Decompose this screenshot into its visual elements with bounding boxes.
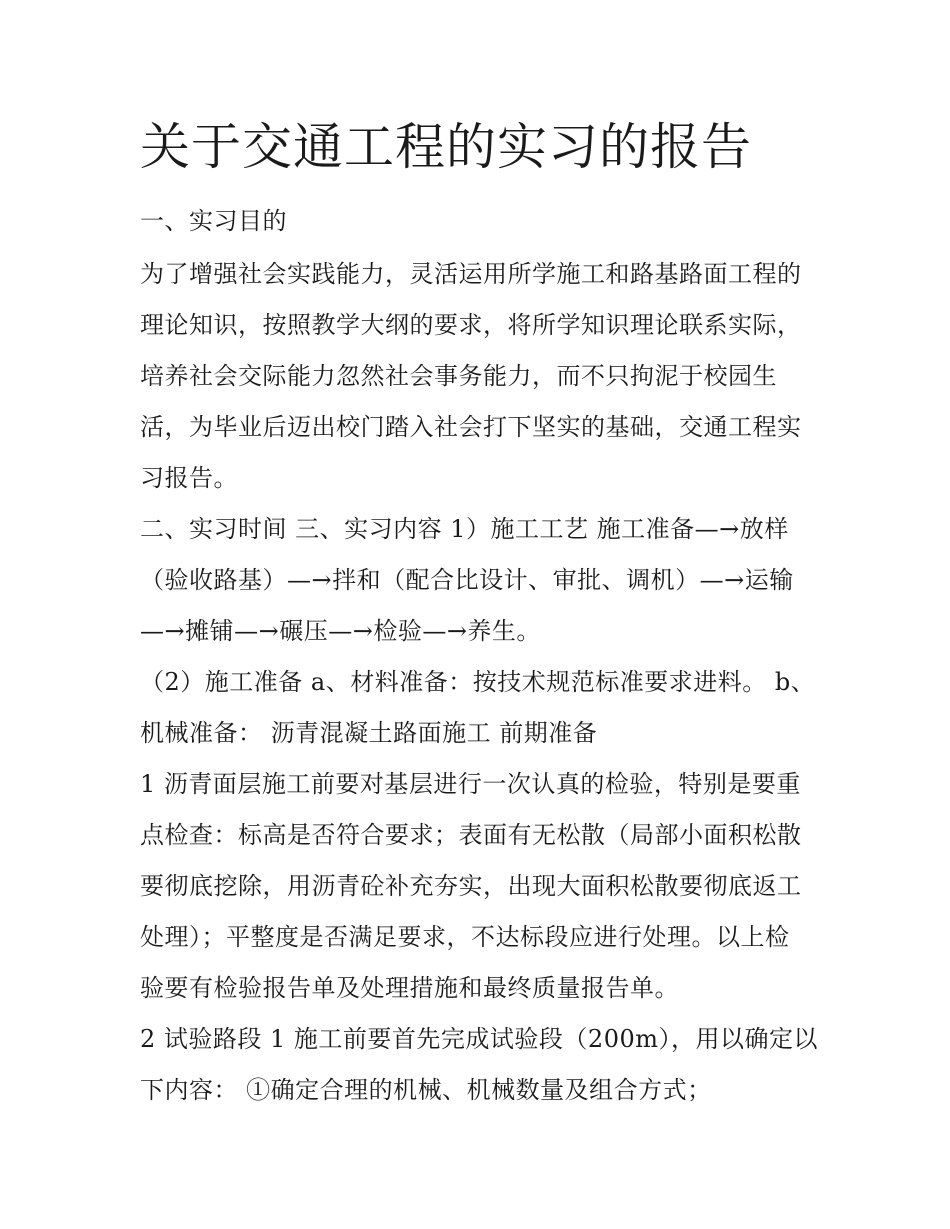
section-heading-purpose: 一、实习目的 [140, 207, 287, 235]
paragraph-line: 习报告。 [140, 464, 238, 492]
paragraph-line: 2 试验路段 1 施工前要首先完成试验段（200m），用以确定以 [140, 1025, 818, 1053]
paragraph-line: 二、实习时间 三、实习内容 1）施工工艺 施工准备—→放样 [140, 515, 789, 543]
paragraph-line: （验收路基）—→拌和（配合比设计、审批、调机）—→运输 [140, 566, 794, 594]
paragraph-line: 机械准备： 沥青混凝土路面施工 前期准备 [140, 719, 598, 747]
paragraph-line: 培养社会交际能力忽然社会事务能力，而不只拘泥于校园生 [140, 362, 777, 390]
paragraph-line: （2）施工准备 a、材料准备：按技术规范标准要求进料。 b、 [140, 668, 816, 696]
paragraph-line: 要彻底挖除，用沥青砼补充夯实，出现大面积松散要彻底返工 [140, 872, 802, 900]
paragraph-line: 1 沥青面层施工前要对基层进行一次认真的检验，特别是要重 [140, 770, 801, 798]
paragraph-line: 为了增强社会实践能力，灵活运用所学施工和路基路面工程的 [140, 260, 802, 288]
paragraph-line: 理论知识，按照教学大纲的要求，将所学知识理论联系实际， [140, 311, 802, 339]
document-title: 关于交通工程的实习的报告 [140, 118, 752, 176]
paragraph-line: 活，为毕业后迈出校门踏入社会打下坚实的基础，交通工程实 [140, 413, 802, 441]
paragraph-line: 处理）；平整度是否满足要求，不达标段应进行处理。以上检 [140, 923, 790, 951]
paragraph-line: 点检查：标高是否符合要求；表面有无松散（局部小面积松散 [140, 821, 802, 849]
paragraph-line: 验要有检验报告单及处理措施和最终质量报告单。 [140, 974, 679, 1002]
paragraph-line: —→摊铺—→碾压—→检验—→养生。 [140, 617, 541, 645]
paragraph-line: 下内容： ①确定合理的机械、机械数量及组合方式； [140, 1076, 712, 1104]
